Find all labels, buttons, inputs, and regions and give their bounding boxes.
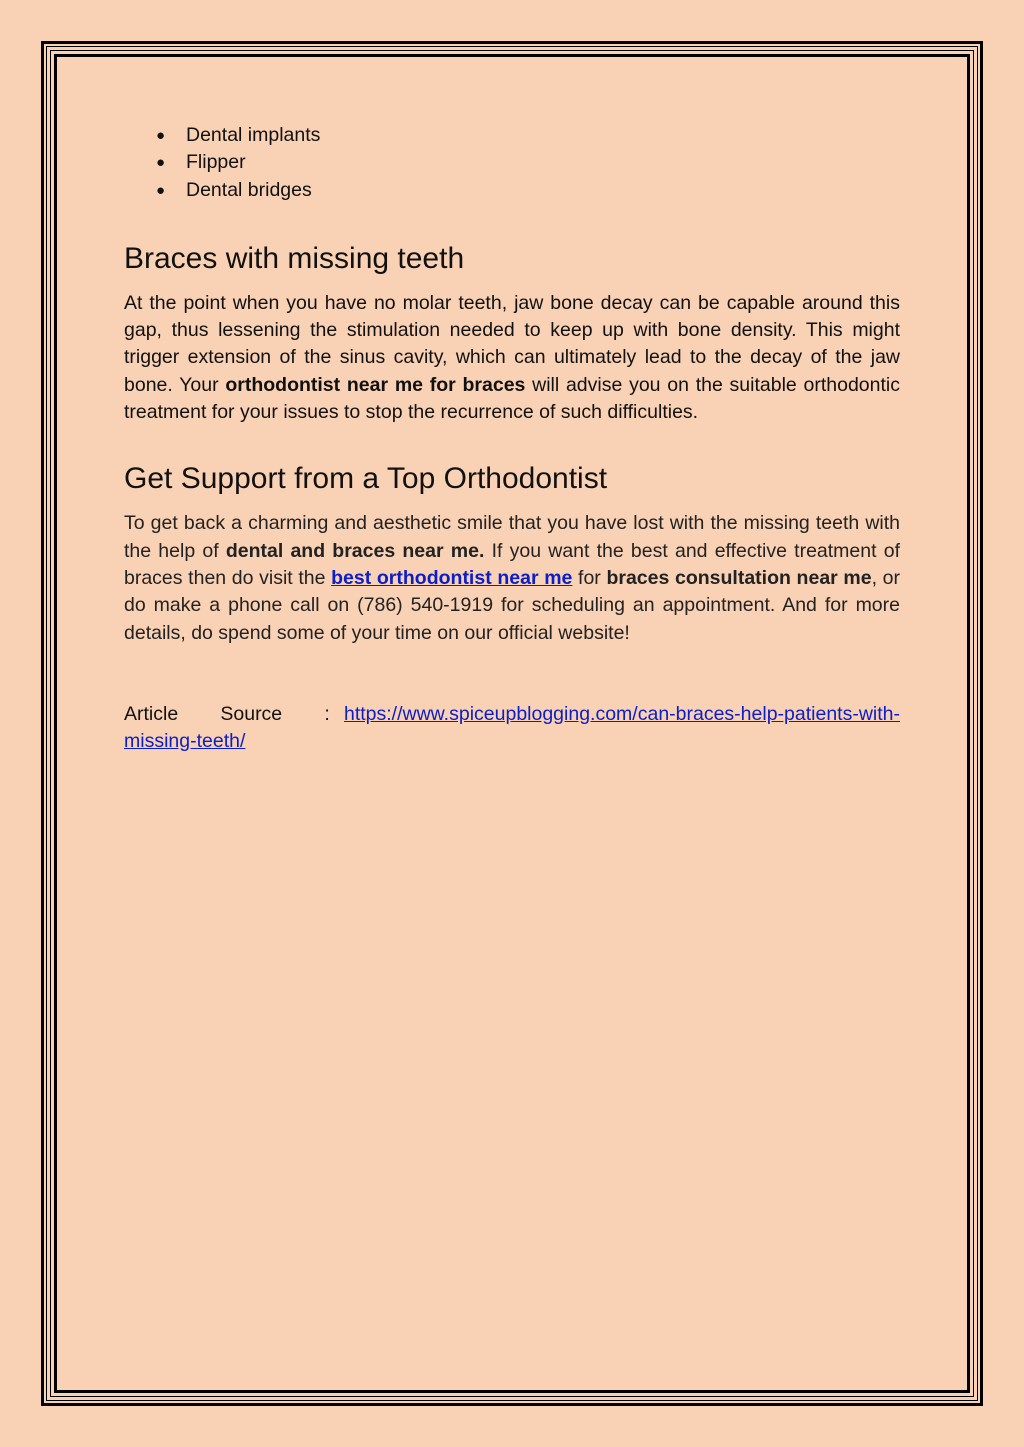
support-paragraph (124, 510, 900, 646)
article-source (124, 701, 900, 756)
keyword-bold: dental and braces near me. (225, 539, 485, 562)
list-item-label: Flipper (186, 151, 246, 174)
braces-paragraph (124, 290, 900, 426)
bullet-icon: ● (156, 127, 166, 144)
document-content (124, 122, 900, 755)
keyword-bold: braces consultation near me (606, 566, 872, 589)
section-heading-support: Get Support from a Top Orthodontist (124, 462, 608, 496)
paragraph-text: will advise you on the suitable orthodontic treatment for your issues to stop the recurrence of such difficulties. (124, 373, 900, 424)
paragraph-text: At the point when you have no molar teeth, jaw bone decay can be capable around this gap, thus lessening the stimulation needed to keep up with bone density. This might trigger extension of the sinus cavity, which can ultimately lead to the decay of the jaw bone. Your (124, 291, 900, 396)
list-item (124, 149, 900, 176)
list-item-label: Dental implants (186, 124, 321, 146)
paragraph-text: , or do make a phone call on (786) 540-1919 for scheduling an appointment. And for more details, do spend some of your time on our official website! (124, 566, 901, 644)
bullet-icon: ● (156, 181, 166, 199)
treatment-list (124, 122, 900, 204)
list-item (124, 177, 900, 204)
best-orthodontist-link[interactable]: best orthodontist near me (331, 566, 573, 589)
section-heading-braces: Braces with missing teeth (124, 241, 465, 275)
bullet-icon: ● (156, 154, 166, 172)
paragraph-text: If you want the best and effective treatment of braces then do visit the (124, 539, 900, 589)
keyword-bold: orthodontist near me for braces (225, 373, 526, 396)
list-item (124, 122, 900, 149)
list-item-label: Dental bridges (186, 178, 312, 201)
paragraph-text: for (572, 566, 607, 589)
paragraph-text: To get back a charming and aesthetic smile that you have lost with the missing teeth with the help of (124, 512, 900, 562)
article-source-label: Article Source : (124, 702, 330, 725)
article-source-link[interactable]: https://www.spiceupblogging.com/can-braces-help-patients-with-missing-teeth/ (124, 702, 901, 753)
